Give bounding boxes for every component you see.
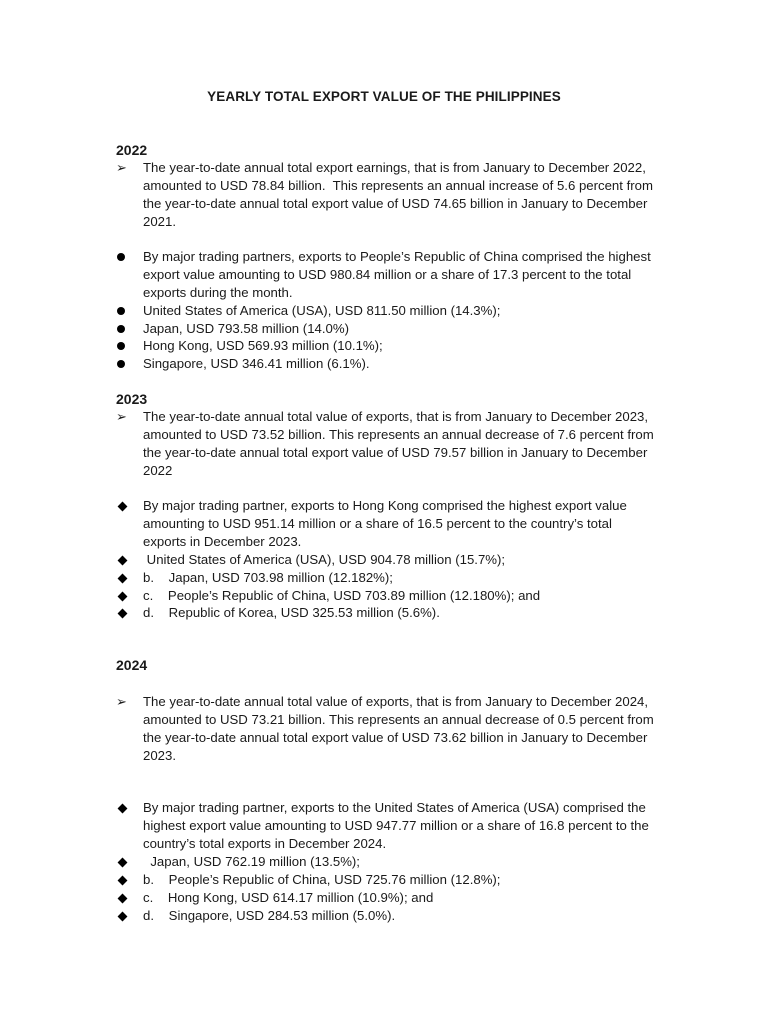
diamond-bullet-icon	[116, 889, 136, 907]
list-item-text: By major trading partner, exports to Hong Kong comprised the highest export value amounting to USD 951.14 million or a share of 16.5 percent to the country’s total exports in December 2023.	[143, 498, 627, 549]
diamond-bullet-icon	[116, 569, 136, 587]
list-item	[116, 248, 656, 302]
list-item	[116, 604, 656, 622]
list-item	[116, 569, 656, 587]
list-item-text: Japan, USD 762.19 million (13.5%);	[143, 854, 360, 869]
list-item-text: c. Hong Kong, USD 614.17 million (10.9%); and	[143, 890, 434, 905]
document-title: YEARLY TOTAL EXPORT VALUE OF THE PHILIPPINES	[207, 89, 561, 104]
diamond-bullet-icon	[116, 871, 136, 889]
list-item-text: Hong Kong, USD 569.93 million (10.1%);	[143, 338, 383, 353]
list-item	[116, 907, 656, 925]
list-item	[116, 799, 656, 853]
diamond-bullet-icon	[116, 551, 136, 569]
diamond-bullet-icon	[116, 587, 136, 605]
summary-text: The year-to-date annual total export earnings, that is from January to December 2022, amounted to USD 78.84 billion. This represents an annual increase of 5.6 percent from the year-to-date annual total export value of USD 74.65 billion in January to December 2021.	[143, 160, 657, 229]
list-item-text: d. Singapore, USD 284.53 million (5.0%).	[143, 908, 396, 923]
list-item	[116, 355, 656, 373]
summary-paragraph	[116, 408, 656, 480]
list-item	[116, 337, 656, 355]
list-item	[116, 889, 656, 907]
circle-bullet-icon	[116, 248, 136, 266]
list-item-text: Singapore, USD 346.41 million (6.1%).	[143, 356, 370, 371]
arrow-bullet-icon: ➢	[116, 409, 127, 424]
list-item-text: d. Republic of Korea, USD 325.53 million (5.6%).	[143, 605, 440, 620]
diamond-bullet-icon	[116, 907, 136, 925]
summary-paragraph	[116, 693, 656, 765]
diamond-bullet-icon	[116, 799, 136, 817]
list-item	[116, 871, 656, 889]
list-item-text: Japan, USD 793.58 million (14.0%)	[143, 321, 349, 336]
circle-bullet-icon	[116, 320, 136, 338]
section-year-2024: 2024	[116, 657, 148, 673]
summary-paragraph	[116, 159, 656, 231]
section-year-2023: 2023	[116, 391, 148, 407]
list-item	[116, 302, 656, 320]
summary-text: The year-to-date annual total value of exports, that is from January to December 2024, amounted to USD 73.21 billion. This represents an annual decrease of 0.5 percent from the year-to-date annual total export value of USD 73.62 billion in January to December 2023.	[143, 694, 654, 763]
diamond-bullet-icon	[116, 604, 136, 622]
list-item	[116, 587, 656, 605]
list-item	[116, 853, 656, 871]
list-item-text: By major trading partners, exports to People’s Republic of China comprised the highest export value amounting to USD 980.84 million or a share of 17.3 percent to the total exports during the month.	[143, 249, 651, 300]
list-item-text: United States of America (USA), USD 904.78 million (15.7%);	[143, 552, 506, 567]
summary-text: The year-to-date annual total value of exports, that is from January to December 2023, amounted to USD 73.52 billion. This represents an annual decrease of 7.6 percent from the year-to-date annual total export value of USD 79.57 billion in January to December 2022	[143, 409, 654, 478]
arrow-bullet-icon: ➢	[116, 160, 127, 175]
list-item-text: United States of America (USA), USD 811.50 million (14.3%);	[143, 303, 501, 318]
section-year-2022: 2022	[116, 142, 148, 158]
list-item-text: c. People’s Republic of China, USD 703.89 million (12.180%); and	[143, 588, 541, 603]
list-item-text: b. Japan, USD 703.98 million (12.182%);	[143, 570, 393, 585]
diamond-bullet-icon	[116, 497, 136, 515]
arrow-bullet-icon: ➢	[116, 694, 127, 709]
list-item-text: By major trading partner, exports to the United States of America (USA) comprised the highest export value amounting to USD 947.77 million or a share of 16.8 percent to the country’s total exports in December 2024.	[143, 800, 649, 851]
circle-bullet-icon	[116, 337, 136, 355]
diamond-bullet-icon	[116, 853, 136, 871]
list-item	[116, 551, 656, 569]
list-item-text: b. People’s Republic of China, USD 725.76 million (12.8%);	[143, 872, 501, 887]
list-item	[116, 320, 656, 338]
circle-bullet-icon	[116, 302, 136, 320]
circle-bullet-icon	[116, 355, 136, 373]
list-item	[116, 497, 656, 551]
